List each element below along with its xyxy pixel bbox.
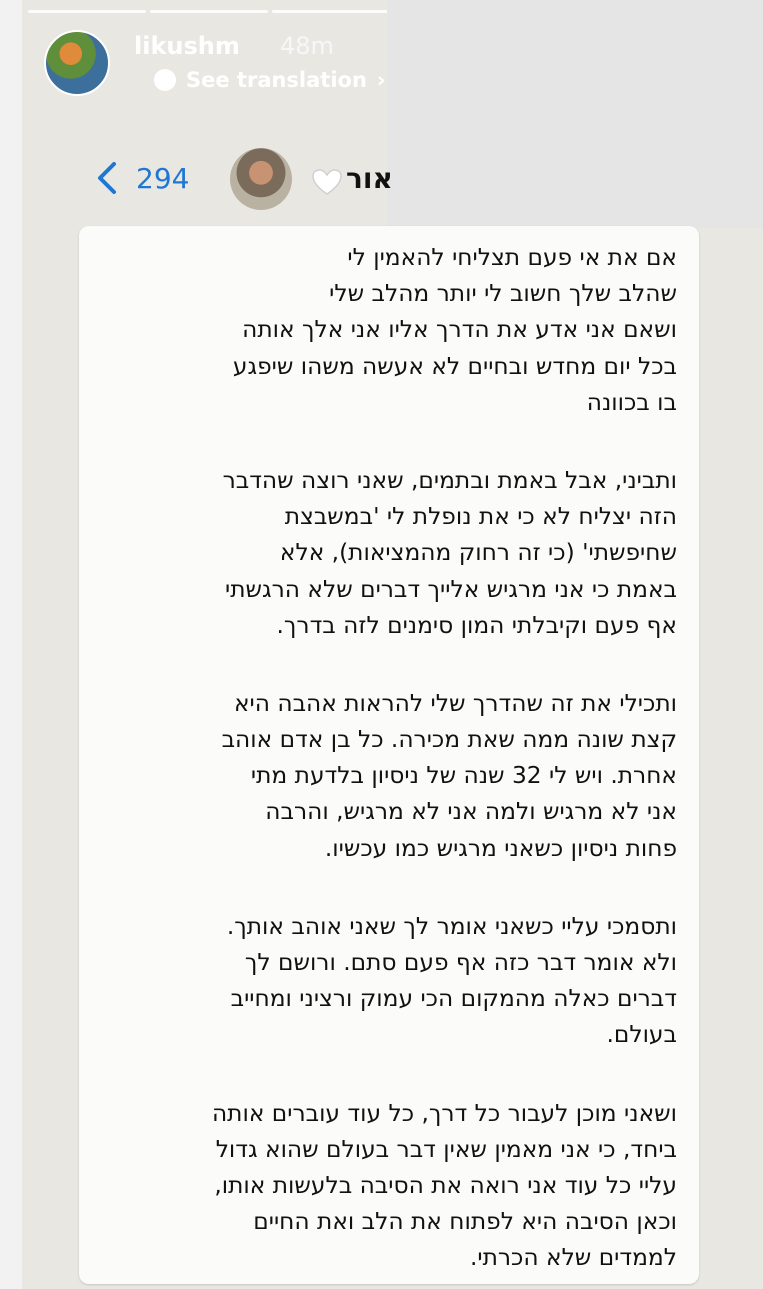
heart-icon: [311, 168, 343, 196]
chat-header: [94, 148, 394, 212]
story-screen: [22, 0, 763, 1289]
message-line: עליי כל עוד אני רואה את הסיבה בלעשות אותו,: [214, 1171, 677, 1199]
message-paragraph: [101, 1096, 677, 1277]
story-username[interactable]: likushm: [134, 32, 240, 60]
message-line: אני לא מרגיש ולמה אני לא מרגיש, והרבה: [265, 798, 677, 826]
message-line: ושאני מוכן לעבור כל דרך, כל עוד עוברים אותה: [211, 1099, 677, 1127]
redaction-block: [387, 0, 763, 228]
story-avatar[interactable]: [44, 30, 110, 96]
message-line: שהלב שלך חשוב לי יותר מהלב שלי: [329, 280, 677, 308]
message-line: קצת שונה ממה שאת מכירה. כל בן אדם אוהב: [221, 726, 677, 754]
message-line: ותסמכי עליי כשאני אומר לך שאני אוהב אותך.: [226, 912, 677, 940]
chevron-left-icon[interactable]: [94, 160, 120, 196]
message-line: אף פעם וקיבלתי המון סימנים לזה בדרך.: [276, 611, 677, 639]
left-edge: [0, 0, 22, 1289]
message-paragraph: [101, 909, 677, 1054]
message-line: אם את אי פעם תצליחי להאמין לי: [347, 244, 677, 271]
message-line: אחרת. ויש לי 32 שנה של ניסיון בלדעת מתי: [250, 762, 677, 790]
message-line: באמת כי אני מרגיש אלייך דברים שלא הרגשתי: [224, 575, 677, 603]
message-line: בכל יום מחדש ובחיים לא אעשה משהו שיפגע: [232, 352, 677, 380]
see-translation-button[interactable]: [154, 68, 386, 92]
message-line: ולא אומר דבר כזה אף פעם סתם. ורושם לך: [244, 949, 677, 976]
message-line: בעולם.: [606, 1021, 677, 1049]
message-line: דברים כאלה מהמקום הכי עמוק ורציני ומחייב: [230, 985, 677, 1013]
story-header: [44, 30, 404, 100]
message-line: פחות ניסיון כשאני מרגיש כמו עכשיו.: [324, 834, 677, 862]
message-line: ותכילי את זה שהדרך שלי להראות אהבה היא: [233, 689, 677, 717]
message-line: הזה יצליח לא כי את נופלת לי 'במשבצת: [284, 503, 677, 531]
message-line: ושאם אני אדע את הדרך אליו אני אלך אותה: [242, 316, 677, 344]
message-paragraph: [101, 686, 677, 867]
message-line: בו בכוונה: [586, 388, 677, 416]
chevron-right-icon: ›: [376, 68, 386, 92]
message-line: שחיפשתי' (כי זה רחוק מהמציאות), אלא: [279, 539, 677, 567]
contact-avatar[interactable]: [230, 148, 292, 210]
contact-name[interactable]: אור: [346, 162, 393, 195]
message-line: ביחד, כי אני מאמין שאין דבר בעולם שהוא גדול: [215, 1135, 677, 1163]
message-line: לממדים שלא הכרתי.: [469, 1244, 677, 1272]
message-paragraph: [101, 463, 677, 644]
back-unread-count[interactable]: 294: [136, 162, 190, 195]
message-bubble: [79, 226, 699, 1284]
translate-icon: [154, 69, 176, 91]
message-paragraph: [101, 240, 677, 421]
message-line: ותביני, אבל באמת ובתמים, שאני רוצה שהדבר: [222, 466, 677, 494]
see-translation-label: See translation: [186, 68, 367, 92]
message-line: וכאן הסיבה היא לפתוח את הלב ואת החיים: [253, 1208, 677, 1236]
story-timestamp: 48m: [280, 32, 334, 60]
